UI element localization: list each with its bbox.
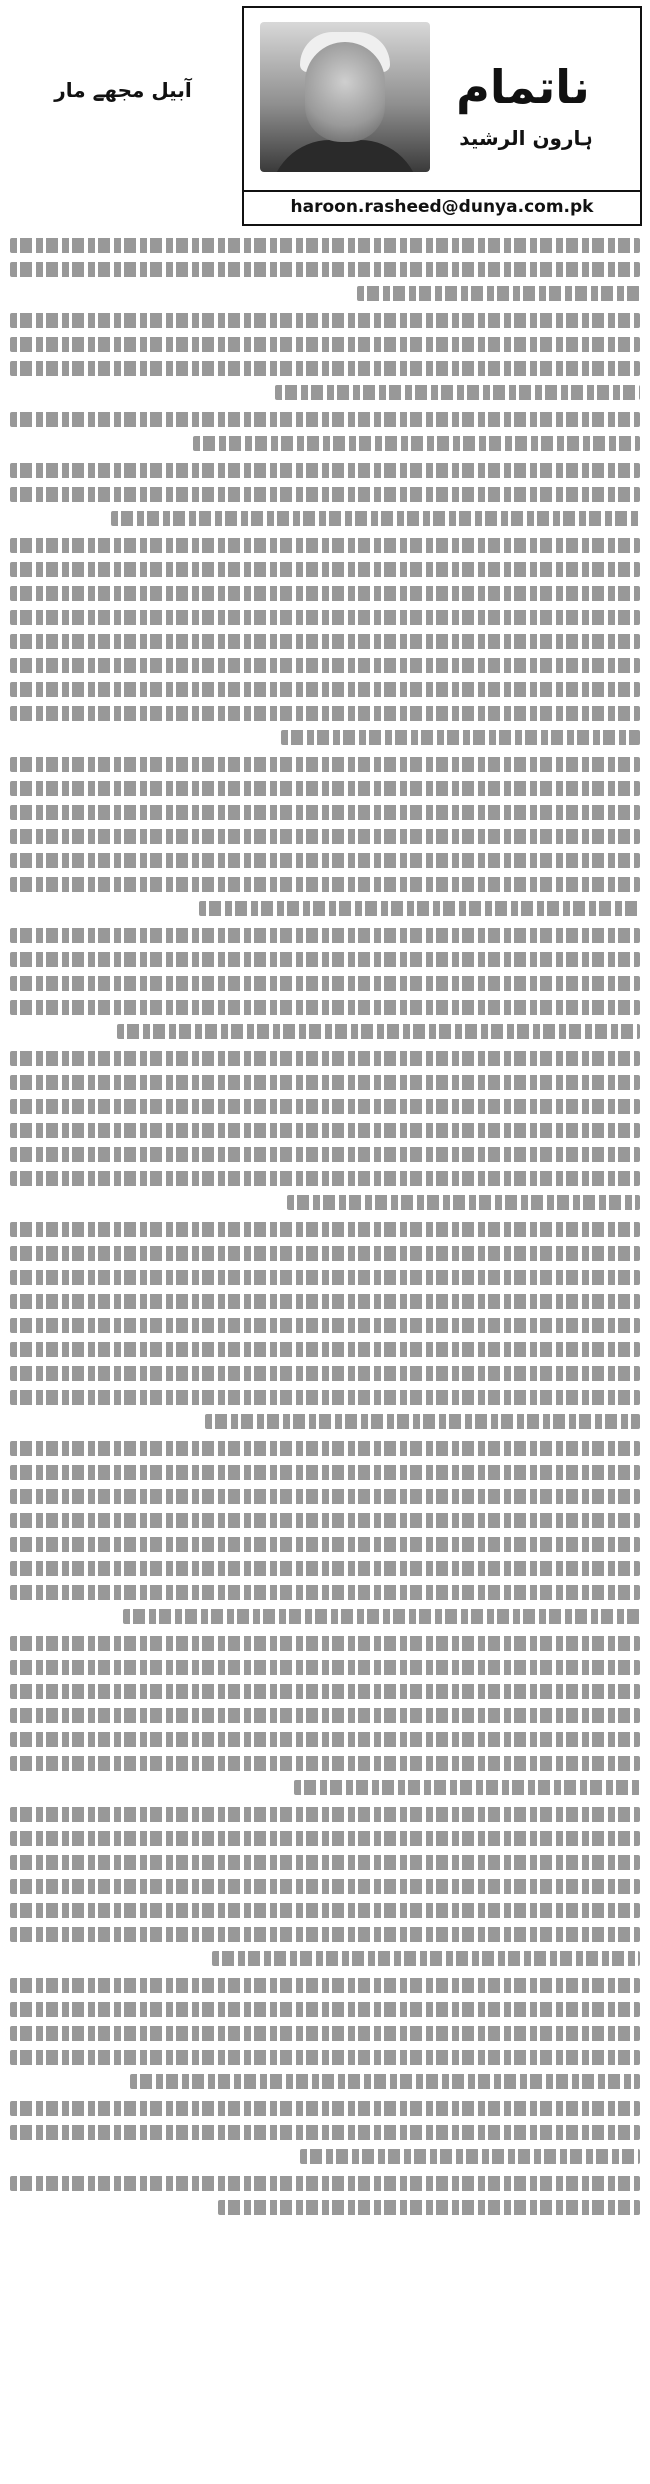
text-line-placeholder — [10, 1099, 640, 1114]
paragraph — [10, 538, 640, 745]
text-line-placeholder — [10, 586, 640, 601]
text-line-placeholder — [10, 853, 640, 868]
text-line-placeholder — [10, 262, 640, 277]
text-line-placeholder — [10, 1903, 640, 1918]
text-line-placeholder — [10, 1879, 640, 1894]
text-line-placeholder — [10, 562, 640, 577]
text-line-placeholder — [357, 286, 641, 301]
text-line-placeholder — [10, 1318, 640, 1333]
text-line-placeholder — [10, 1270, 640, 1285]
text-line-placeholder — [10, 976, 640, 991]
text-line-placeholder — [10, 1171, 640, 1186]
text-line-placeholder — [275, 385, 640, 400]
text-line-placeholder — [10, 1855, 640, 1870]
text-line-placeholder — [10, 1927, 640, 1942]
text-line-placeholder — [10, 1342, 640, 1357]
paragraph — [10, 928, 640, 1039]
paragraph — [10, 1051, 640, 1210]
text-line-placeholder — [10, 337, 640, 352]
author-name: ہارون الرشید — [459, 126, 593, 150]
text-line-placeholder — [10, 1000, 640, 1015]
text-line-placeholder — [10, 805, 640, 820]
text-line-placeholder — [111, 511, 640, 526]
photo-shoulders — [270, 140, 420, 172]
text-line-placeholder — [10, 1708, 640, 1723]
text-line-placeholder — [294, 1780, 641, 1795]
paragraph — [10, 1807, 640, 1966]
text-line-placeholder — [10, 1660, 640, 1675]
text-line-placeholder — [10, 313, 640, 328]
text-line-placeholder — [10, 1513, 640, 1528]
text-line-placeholder — [10, 2125, 640, 2140]
text-line-placeholder — [10, 1831, 640, 1846]
text-line-placeholder — [117, 1024, 640, 1039]
text-line-placeholder — [10, 487, 640, 502]
text-line-placeholder — [218, 2200, 640, 2215]
text-line-placeholder — [10, 1051, 640, 1066]
text-line-placeholder — [10, 412, 640, 427]
text-line-placeholder — [10, 952, 640, 967]
text-line-placeholder — [10, 757, 640, 772]
text-line-placeholder — [10, 2002, 640, 2017]
text-line-placeholder — [10, 361, 640, 376]
author-email[interactable]: haroon.rasheed@dunya.com.pk — [244, 190, 640, 224]
text-line-placeholder — [10, 1561, 640, 1576]
text-line-placeholder — [10, 238, 640, 253]
text-line-placeholder — [10, 2101, 640, 2116]
text-line-placeholder — [10, 1366, 640, 1381]
paragraph — [10, 1636, 640, 1795]
text-line-placeholder — [10, 682, 640, 697]
text-line-placeholder — [10, 2050, 640, 2065]
text-line-placeholder — [10, 1246, 640, 1261]
text-line-placeholder — [10, 1756, 640, 1771]
text-line-placeholder — [10, 1807, 640, 1822]
paragraph — [10, 1222, 640, 1429]
paragraph — [10, 463, 640, 526]
paragraph — [10, 1441, 640, 1624]
text-line-placeholder — [10, 706, 640, 721]
text-line-placeholder — [10, 781, 640, 796]
text-line-placeholder — [10, 1537, 640, 1552]
text-line-placeholder — [10, 1294, 640, 1309]
text-line-placeholder — [10, 1636, 640, 1651]
text-line-placeholder — [10, 1465, 640, 1480]
paragraph — [10, 757, 640, 916]
column-body — [10, 238, 640, 2227]
text-line-placeholder — [123, 1609, 640, 1624]
text-line-placeholder — [199, 901, 640, 916]
paragraph — [10, 412, 640, 451]
text-line-placeholder — [10, 1489, 640, 1504]
text-line-placeholder — [10, 1585, 640, 1600]
text-line-placeholder — [205, 1414, 640, 1429]
author-photo — [260, 22, 430, 172]
header-box — [242, 6, 642, 226]
text-line-placeholder — [130, 2074, 640, 2089]
text-line-placeholder — [10, 1978, 640, 1993]
text-line-placeholder — [10, 928, 640, 943]
text-line-placeholder — [10, 634, 640, 649]
text-line-placeholder — [10, 1441, 640, 1456]
text-line-placeholder — [10, 1390, 640, 1405]
text-line-placeholder — [193, 436, 640, 451]
photo-face — [305, 42, 385, 142]
series-title: ناتمام — [456, 60, 590, 114]
text-line-placeholder — [300, 2149, 640, 2164]
paragraph — [10, 238, 640, 301]
column-title: آبیل مجھے مار — [54, 78, 192, 102]
text-line-placeholder — [10, 1732, 640, 1747]
text-line-placeholder — [10, 463, 640, 478]
paragraph — [10, 2101, 640, 2164]
paragraph — [10, 2176, 640, 2215]
text-line-placeholder — [281, 730, 640, 745]
text-line-placeholder — [212, 1951, 640, 1966]
text-line-placeholder — [10, 1684, 640, 1699]
text-line-placeholder — [10, 829, 640, 844]
masthead — [8, 6, 642, 226]
paragraph — [10, 1978, 640, 2089]
text-line-placeholder — [10, 610, 640, 625]
text-line-placeholder — [10, 2176, 640, 2191]
text-line-placeholder — [10, 1075, 640, 1090]
text-line-placeholder — [287, 1195, 640, 1210]
text-line-placeholder — [10, 538, 640, 553]
paragraph — [10, 313, 640, 400]
text-line-placeholder — [10, 1222, 640, 1237]
text-line-placeholder — [10, 2026, 640, 2041]
text-line-placeholder — [10, 877, 640, 892]
text-line-placeholder — [10, 1147, 640, 1162]
text-line-placeholder — [10, 1123, 640, 1138]
text-line-placeholder — [10, 658, 640, 673]
